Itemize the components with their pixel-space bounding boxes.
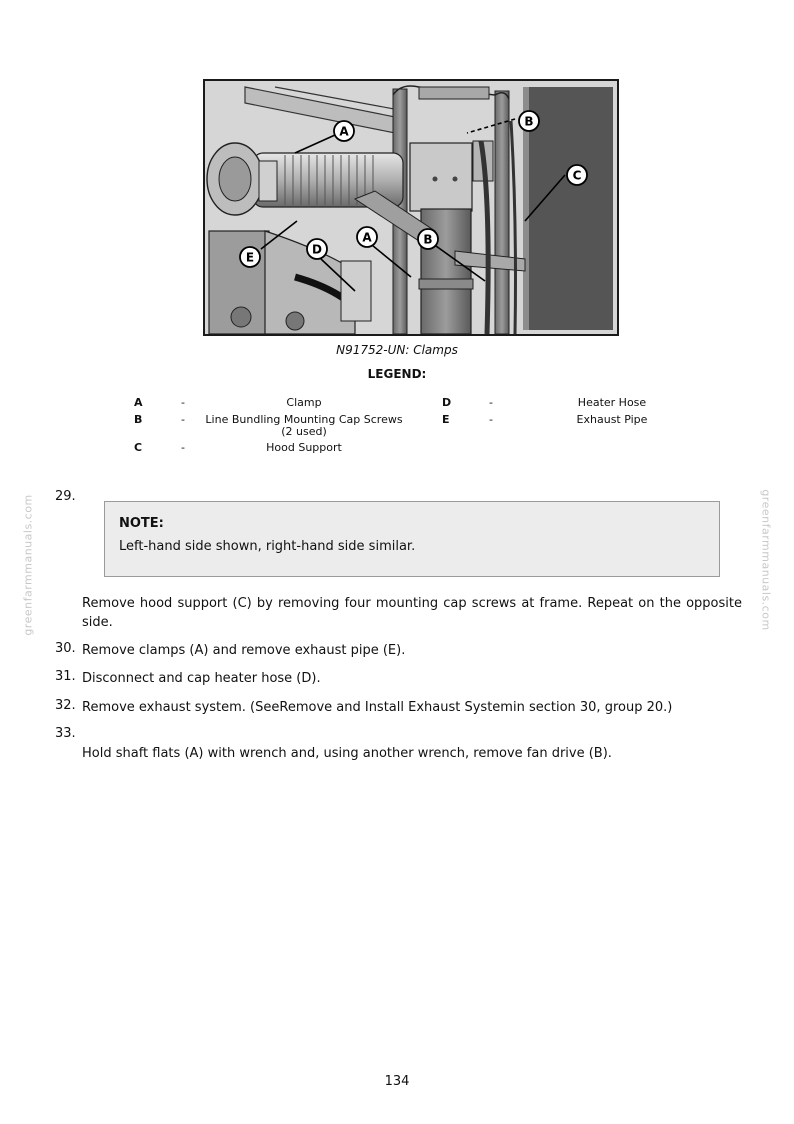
legend-dash: - <box>489 396 493 409</box>
legend-dash: - <box>181 413 185 426</box>
step-32-text: Remove exhaust system. (SeeRemove and Install Exhaust Systemin section 30, group 20.) <box>82 700 673 715</box>
legend-dash: - <box>489 413 493 426</box>
callout-a-top: A <box>339 124 349 139</box>
step-30-number: 30. <box>55 641 76 656</box>
legend-letter: E <box>442 413 450 426</box>
watermark-right: greenfarmmanuals.com <box>759 489 773 631</box>
legend-letter: C <box>134 441 143 454</box>
legend-desc: Line Bundling Mounting Cap Screws (2 used) <box>205 413 403 438</box>
legend-dash: - <box>181 396 185 409</box>
note-text: Left-hand side shown, right-hand side similar. <box>119 539 416 554</box>
step-31-text: Disconnect and cap heater hose (D). <box>82 671 321 686</box>
legend-desc: Heater Hose <box>577 396 647 409</box>
note-box <box>104 501 720 577</box>
legend-desc: Clamp <box>286 396 322 409</box>
step-29-number: 29. <box>55 489 76 504</box>
engine-parts-drawing <box>205 81 617 334</box>
legend-desc: Exhaust Pipe <box>576 413 648 426</box>
legend-desc: Hood Support <box>266 441 342 454</box>
callout-b-top: B <box>524 114 534 129</box>
step-32-number: 32. <box>55 698 76 713</box>
callout-c: C <box>572 168 582 183</box>
step-31-number: 31. <box>55 669 76 684</box>
legend-entry-e <box>0 414 794 428</box>
legend-entry-d <box>0 397 794 411</box>
callout-b-middle: B <box>423 232 433 247</box>
figure-caption: N91752-UN: Clamps <box>336 343 458 357</box>
watermark-left: greenfarmmanuals.com <box>21 494 35 636</box>
callout-d: D <box>312 242 322 257</box>
legend-letter: D <box>442 396 452 409</box>
step-30-text: Remove clamps (A) and remove exhaust pipe (E). <box>82 643 406 658</box>
note-title: NOTE: <box>119 516 164 531</box>
legend-letter: A <box>134 396 143 409</box>
legend-letter: B <box>134 413 143 426</box>
step-29-text: Remove hood support (C) by removing four mounting cap screws at frame. Repeat on the opposite side. <box>82 596 742 630</box>
legend-entry-c <box>0 442 794 456</box>
step-33-text: Hold shaft flats (A) with wrench and, using another wrench, remove fan drive (B). <box>82 746 612 761</box>
legend-dash: - <box>181 441 185 454</box>
clamps-illustration <box>203 79 619 336</box>
callout-e: E <box>245 250 255 265</box>
legend-title: LEGEND: <box>367 367 427 381</box>
step-33-number: 33. <box>55 726 76 741</box>
page-number: 134 <box>384 1074 410 1089</box>
callout-a-middle: A <box>362 230 372 245</box>
